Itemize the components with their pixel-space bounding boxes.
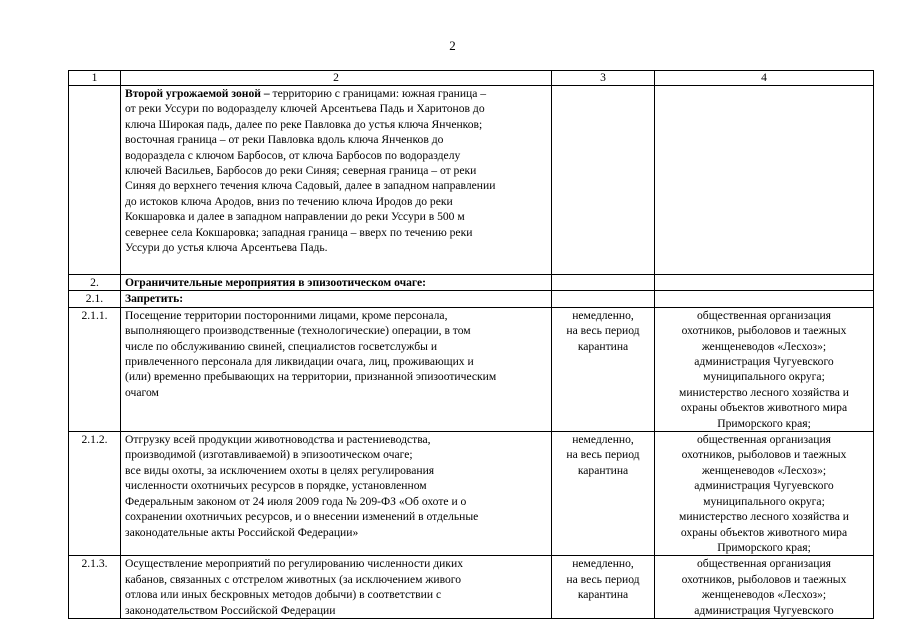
desc-line: числе по обслуживанию свиней, специалистов госветслужбы и	[125, 339, 438, 353]
resp-line: Приморского края;	[717, 540, 811, 554]
zone-title: Второй угрожаемой зоной –	[125, 87, 270, 100]
responsible-cell	[655, 275, 874, 291]
header-cell: 2	[121, 71, 552, 86]
section-title: Запретить:	[121, 291, 552, 307]
term-line: немедленно,	[572, 557, 634, 571]
zone-line: восточная граница – от реки Павловка вдоль ключа Янченков до	[125, 133, 444, 147]
item-number: 2.1.3.	[69, 556, 121, 619]
resp-line: муниципального округа;	[703, 370, 825, 384]
table-header-row	[69, 71, 874, 86]
term-line: на весь период	[566, 324, 640, 338]
resp-line: женщеневодов «Лесхоз»;	[701, 339, 827, 353]
term-cell	[552, 275, 655, 291]
zone-line: до истоков ключа Ародов, вниз по течению ключа Иродов до реки	[125, 194, 453, 208]
table-row	[69, 86, 874, 275]
section-title: Ограничительные мероприятия в эпизоотическом очаге:	[121, 275, 552, 291]
zone-line: ключей Васильев, Барбосов до реки Синяя; северная граница – от реки	[125, 164, 477, 178]
table-row	[69, 556, 874, 619]
responsible-cell	[655, 291, 874, 307]
section-number: 2.	[69, 275, 121, 291]
resp-line: охотников, рыболовов и таежных	[681, 324, 847, 338]
desc-line: кабанов, связанных с отстрелом животных (за исключением живого	[125, 572, 462, 586]
term-line: на весь период	[566, 572, 640, 586]
zone-description-cell	[121, 86, 552, 275]
zone-line: Синяя до верхнего течения ключа Садовый, далее в западном направлении	[125, 179, 496, 193]
header-cell: 4	[655, 71, 874, 86]
desc-line: Посещение территории посторонними лицами, кроме персонала,	[125, 308, 448, 322]
zone-line: территорию с границами: южная граница –	[269, 87, 487, 100]
item-description	[121, 556, 552, 619]
term-line: немедленно,	[572, 433, 634, 447]
resp-line: охотников, рыболовов и таежных	[681, 448, 847, 462]
term-line: карантина	[577, 463, 629, 477]
zone-line: Уссури до устья ключа Арсентьева Падь.	[125, 241, 328, 255]
page-number: 2	[449, 38, 456, 53]
resp-line: общественная организация	[697, 308, 831, 322]
responsible-cell	[655, 86, 874, 275]
resp-line: женщеневодов «Лесхоз»;	[701, 588, 827, 602]
table-row	[69, 307, 874, 431]
desc-line: Федеральным законом от 24 июля 2009 года № 209-ФЗ «Об охоте и о	[125, 494, 467, 508]
resp-line: женщеневодов «Лесхоз»;	[701, 463, 827, 477]
header-cell: 1	[69, 71, 121, 86]
desc-line: производимой (изготавливаемой) в эпизоотическом очаге;	[125, 448, 413, 462]
resp-line: администрация Чугуевского	[694, 355, 834, 369]
desc-line: все виды охоты, за исключением охоты в целях регулирования	[125, 463, 435, 477]
term-cell	[552, 291, 655, 307]
item-term	[552, 307, 655, 431]
zone-line: от реки Уссури по водоразделу ключей Арсентьева Падь и Харитонов до	[125, 102, 485, 116]
resp-line: муниципального округа;	[703, 494, 825, 508]
zone-line: Кокшаровка и далее в западном направлении до реки Уссури в 500 м	[125, 210, 465, 224]
term-line: немедленно,	[572, 308, 634, 322]
resp-line: администрация Чугуевского	[694, 603, 834, 617]
item-responsible	[655, 432, 874, 556]
header-cell: 3	[552, 71, 655, 86]
zone-line: ключа Широкая падь, далее по реке Павловка до устья ключа Янченков;	[125, 117, 483, 131]
section-row	[69, 291, 874, 307]
term-line: карантина	[577, 339, 629, 353]
item-description	[121, 432, 552, 556]
section-row	[69, 275, 874, 291]
desc-line: отлова или иных бескровных методов добычи) в соответствии с	[125, 588, 442, 602]
table-row	[69, 432, 874, 556]
desc-line: привлеченного персонала для ликвидации очага, лиц, проживающих и	[125, 355, 474, 369]
item-number: 2.1.1.	[69, 307, 121, 431]
resp-line: охраны объектов животного мира	[680, 525, 848, 539]
term-line: на весь период	[566, 448, 640, 462]
item-responsible	[655, 307, 874, 431]
resp-line: охраны объектов животного мира	[680, 401, 848, 415]
resp-line: общественная организация	[697, 433, 831, 447]
resp-line: министерство лесного хозяйства и	[679, 510, 849, 524]
resp-line: администрация Чугуевского	[694, 479, 834, 493]
item-responsible	[655, 556, 874, 619]
desc-line: Осуществление мероприятий по регулированию численности диких	[125, 557, 463, 571]
desc-line: очагом	[125, 385, 159, 399]
resp-line: общественная организация	[697, 557, 831, 571]
measures-table	[68, 70, 874, 619]
desc-line: численности охотничьих ресурсов в порядке, установленном	[125, 479, 427, 493]
num-cell	[69, 86, 121, 275]
item-term	[552, 556, 655, 619]
desc-line: Отгрузку всей продукции животноводства и растениеводства,	[125, 433, 431, 447]
desc-line: законодательством Российской Федерации	[125, 603, 336, 617]
term-line: карантина	[577, 588, 629, 602]
item-term	[552, 432, 655, 556]
item-description	[121, 307, 552, 431]
resp-line: Приморского края;	[717, 416, 811, 430]
desc-line: (или) временно пребывающих на территории, признанной эпизоотическим	[125, 370, 497, 384]
resp-line: охотников, рыболовов и таежных	[681, 572, 847, 586]
term-cell	[552, 86, 655, 275]
resp-line: министерство лесного хозяйства и	[679, 385, 849, 399]
desc-line: выполняющего производственные (технологические) операции, в том	[125, 324, 471, 338]
desc-line: законодательные акты Российской Федерации»	[125, 525, 359, 539]
zone-line: водораздела с ключом Барбосов, от ключа Барбосов по водоразделу	[125, 148, 461, 162]
item-number: 2.1.2.	[69, 432, 121, 556]
zone-line: севернее села Кокшаровка; западная граница – вверх по течению реки	[125, 225, 473, 239]
section-number: 2.1.	[69, 291, 121, 307]
desc-line: сохранении охотничьих ресурсов, и о внесении изменений в отдельные	[125, 510, 479, 524]
